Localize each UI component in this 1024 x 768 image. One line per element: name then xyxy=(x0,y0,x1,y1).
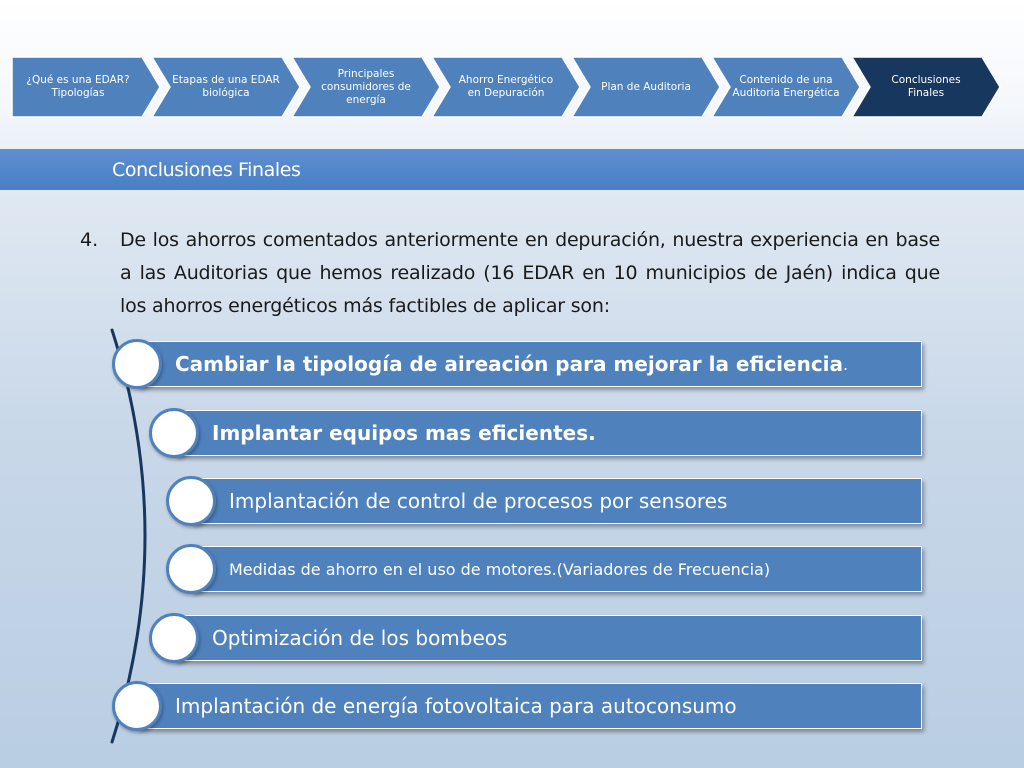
savings-item-4 xyxy=(192,546,922,592)
savings-item-label: Implantación de energía fotovoltaica para autoconsumo xyxy=(175,694,737,718)
process-navigation xyxy=(0,0,1024,140)
circle-bullet-icon xyxy=(149,613,199,663)
circle-bullet-icon xyxy=(166,476,216,526)
savings-item-label: Cambiar la tipología de aireación para mejorar la eficiencia xyxy=(175,352,844,376)
nav-step-7[interactable] xyxy=(852,57,1000,117)
section-title: Conclusiones Finales xyxy=(112,159,301,181)
nav-step-label: Conclusiones Finales xyxy=(891,74,961,99)
nav-step-label: ¿Qué es una EDAR? Tipologías xyxy=(26,74,130,99)
nav-step-label: Plan de Auditoria xyxy=(601,80,691,93)
nav-step-label: Ahorro Energético en Depuración xyxy=(458,74,554,99)
circle-bullet-icon xyxy=(112,681,162,731)
intro-text: De los ahorros comentados anteriormente en depuración, nuestra experiencia en base a las Auditorias que hemos realizado (16 EDAR en 10 municipios de Jaén) indica que los ahorros energéticos más factibles de aplicar son: xyxy=(120,229,940,317)
savings-item-label: Optimización de los bombeos xyxy=(212,626,508,650)
nav-step-label: Etapas de una EDAR biológica xyxy=(172,74,280,99)
circle-bullet-icon xyxy=(166,544,216,594)
savings-item-2 xyxy=(175,410,922,456)
list-number: 4. xyxy=(80,229,99,251)
savings-item-6 xyxy=(138,683,922,729)
nav-step-label: Principales consumidores de energía xyxy=(321,67,411,106)
section-header-bar xyxy=(0,149,1024,190)
nav-step-label: Contenido de una Auditoria Energética xyxy=(732,74,840,99)
savings-item-label: Medidas de ahorro en el uso de motores.(Variadores de Frecuencia) xyxy=(229,559,771,579)
savings-item-1 xyxy=(138,341,922,387)
intro-paragraph xyxy=(80,224,940,323)
savings-item-suffix: . xyxy=(843,354,849,374)
nav-step-4[interactable] xyxy=(432,57,580,117)
circle-bullet-icon xyxy=(149,408,199,458)
savings-item-label: Implantación de control de procesos por sensores xyxy=(229,489,728,513)
nav-step-2[interactable] xyxy=(152,57,300,117)
nav-step-6[interactable] xyxy=(712,57,860,117)
nav-step-3[interactable] xyxy=(292,57,440,117)
savings-item-5 xyxy=(175,615,922,661)
nav-step-5[interactable] xyxy=(572,57,720,117)
circle-bullet-icon xyxy=(112,339,162,389)
savings-item-3 xyxy=(192,478,922,524)
nav-step-1[interactable] xyxy=(12,57,160,117)
savings-item-label: Implantar equipos mas eficientes. xyxy=(212,421,596,445)
